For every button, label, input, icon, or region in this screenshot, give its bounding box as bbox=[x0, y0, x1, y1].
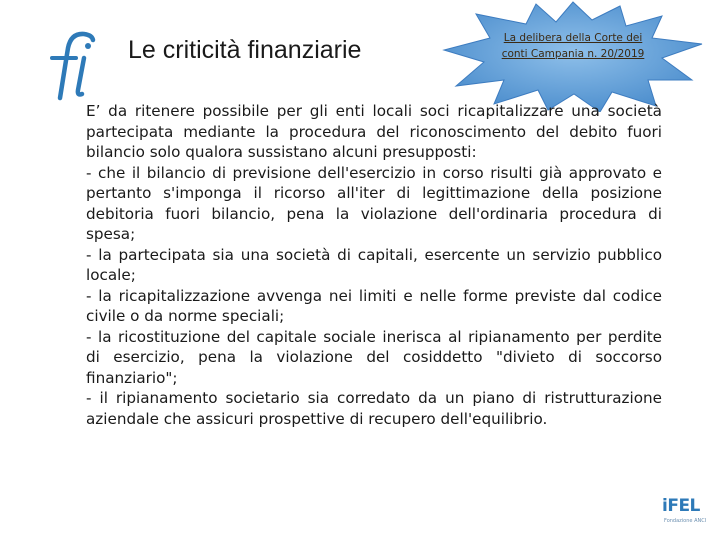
ifel-logo-tagline: Fondazione ANCI bbox=[664, 518, 707, 524]
body-text bbox=[86, 101, 662, 429]
paragraph-intro: E’ da ritenere possibile per gli enti locali soci ricapitalizzare una società partecipata mediante la procedura del riconoscimento del debito fuori bilancio solo qualora sussistano alcuni presupposti: bbox=[86, 102, 662, 161]
list-item: - la ricostituzione del capitale sociale inerisca al ripianamento per perdite di esercizio, pena la violazione del cosiddetto "divieto di soccorso finanziario"; bbox=[86, 327, 662, 387]
list-item: - la ricapitalizzazione avvenga nei limiti e nelle forme previste dal codice civile o da norme speciali; bbox=[86, 286, 662, 325]
ifel-logo-text: iFEL bbox=[662, 496, 700, 516]
list-item: - la partecipata sia una società di capitali, esercente un servizio pubblico locale; bbox=[86, 245, 662, 284]
callout-burst bbox=[440, 0, 710, 112]
list-item: - il ripianamento societario sia corredato da un piano di ristrutturazione aziendale che assicuri prospettive di recupero dell'equilibrio. bbox=[86, 389, 662, 428]
ifel-logo bbox=[662, 496, 706, 532]
page-title: Le criticità finanziarie bbox=[128, 36, 362, 64]
fi-logo bbox=[40, 28, 100, 103]
callout-text: La delibera della Corte dei conti Campania n. 20/2019 bbox=[501, 32, 645, 60]
list-item: - che il bilancio di previsione dell'esercizio in corso risulti già approvato e pertanto s'imponga il ricorso all'iter di legittimazione della posizione debitoria fuori bilancio, pena la violazione dell'ordinaria procedura di spesa; bbox=[86, 163, 662, 243]
